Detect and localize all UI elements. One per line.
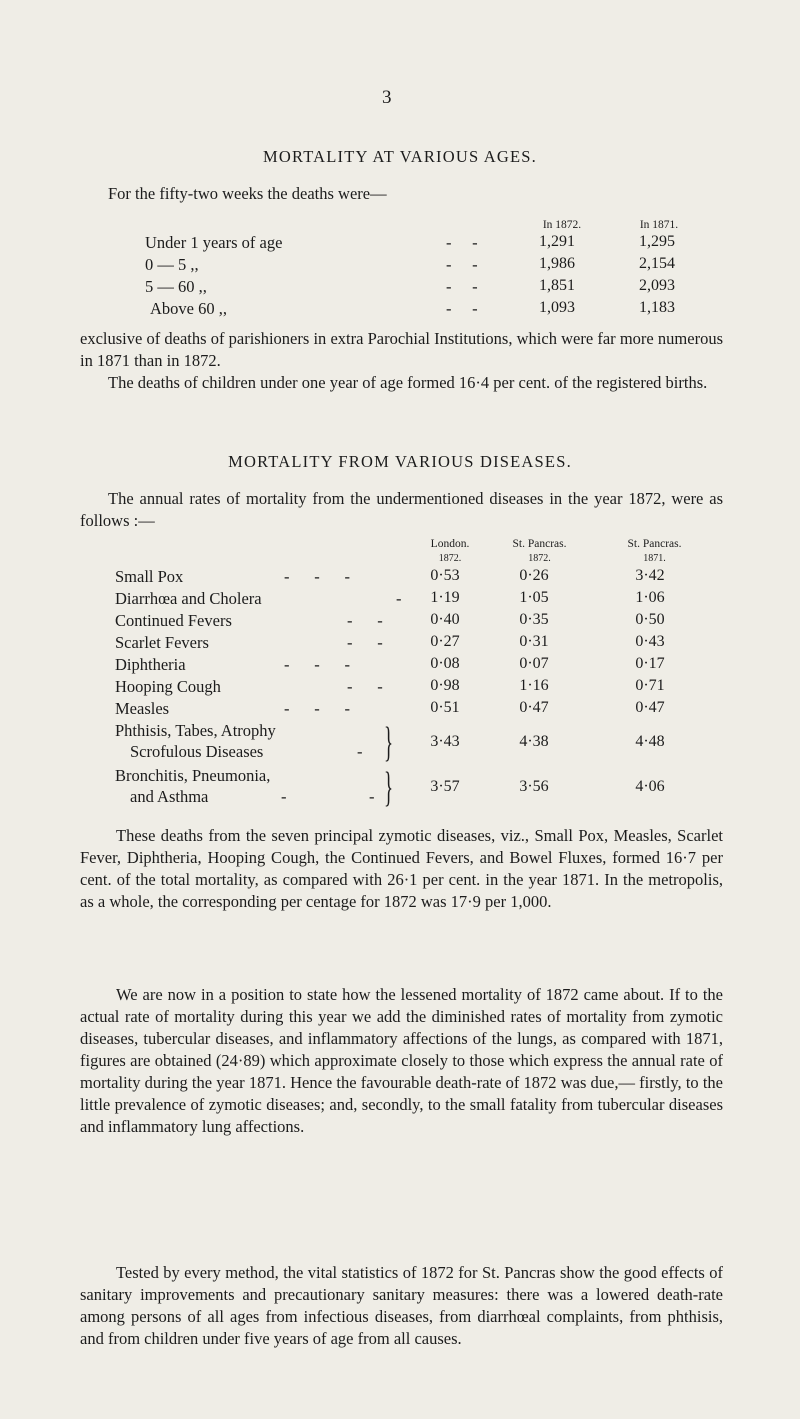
section-heading-ages: MORTALITY AT VARIOUS AGES. (263, 147, 537, 166)
leader-dashes: - - (347, 611, 383, 630)
leader-dashes: - (357, 742, 363, 761)
rate-london: 1·19 (430, 589, 460, 606)
page-number: 3 (382, 87, 392, 108)
rate-london: 3·57 (430, 778, 460, 795)
ages-note-exclusive: exclusive of deaths of parishioners in extra Parochial Institutions, which were far more numerous in 1871 than in 1872. (80, 329, 723, 370)
age-row-label: Above 60 ,, (150, 299, 227, 318)
ages-note-births: The deaths of children under one year of age formed 16·4 per cent. of the registered births. (108, 373, 708, 392)
paragraph-zymotic: These deaths from the seven principal zymotic diseases, viz., Small Pox, Measles, Scarlet Fever, Diphtheria, Hooping Cough, the Continued Fevers, and Bowel Fluxes, formed 16·7 per cent. of the total mortality, as compared with 26·1 per cent. in the year 1871. In the metropolis, as a whole, the corresponding per centage for 1872 was 17·9 per 1,000. (80, 826, 723, 911)
rate-stpancras-1872: 0·31 (519, 633, 549, 650)
age-value-1872: 1,093 (539, 299, 575, 316)
disease-label: Small Pox (115, 567, 184, 586)
rate-london: 0·27 (430, 633, 460, 650)
disease-label: Diphtheria (115, 655, 186, 674)
disease-label: Scarlet Fevers (115, 633, 209, 652)
disease-label-line1: Phthisis, Tabes, Atrophy (115, 721, 276, 740)
rate-london: 0·51 (430, 699, 460, 716)
leader-dashes: - - (347, 633, 383, 652)
col-header-london-year: 1872. (438, 553, 462, 564)
paragraph-lessened-mortality: We are now in a position to state how the lessened mortality of 1872 came about. If to the actual rate of mortality during this year we add the diminished rates of mortality from zymotic diseases, tubercular diseases, and inflammatory affections of the lungs, as compared with 1871, figures are obtained (24·89) which approximate closely to those which express the annual rate of mortality during the year 1871. Hence the favourable death-rate of 1872 was due,— firstly, to the little prevalence of zymotic diseases; and, secondly, to the small fatality from tubercular diseases and inflammatory lung affections. (80, 985, 723, 1136)
ages-note (80, 328, 723, 394)
col-header-stpancras-1871: St. Pancras. (627, 538, 682, 550)
age-value-1872: 1,851 (539, 277, 575, 294)
age-value-1872: 1,986 (539, 255, 575, 272)
age-value-1871: 2,093 (639, 277, 675, 294)
disease-label: Continued Fevers (115, 611, 232, 630)
rate-stpancras-1871: 0·50 (635, 611, 665, 628)
rate-stpancras-1871: 0·71 (635, 677, 665, 694)
age-row-label: 5 — 60 ,, (145, 277, 207, 296)
rate-stpancras-1871: 3·42 (635, 567, 665, 584)
rate-stpancras-1872: 1·16 (519, 677, 549, 694)
disease-label: Measles (115, 699, 170, 718)
section-heading-diseases: MORTALITY FROM VARIOUS DISEASES. (228, 452, 572, 471)
disease-label-line2: Scrofulous Diseases (130, 742, 264, 761)
leader-dashes: - - (446, 277, 478, 296)
age-row-label: Under 1 years of age (145, 233, 283, 252)
leader-dashes: - - (446, 233, 478, 252)
rate-stpancras-1871: 0·47 (635, 699, 665, 716)
leader-dashes: - - (347, 677, 383, 696)
col-header-1871: In 1871. (639, 219, 679, 231)
brace-icon: } (384, 765, 394, 811)
leader-dashes: - - - (284, 655, 350, 674)
disease-label-line2: and Asthma (130, 787, 209, 806)
col-header-1872: In 1872. (542, 219, 582, 231)
age-value-1872: 1,291 (539, 233, 575, 250)
rate-london: 0·08 (430, 655, 460, 672)
rate-london: 0·40 (430, 611, 460, 628)
leader-dashes: - - - (284, 567, 350, 586)
paragraph-vital-statistics: Tested by every method, the vital statistics of 1872 for St. Pancras show the good effects of sanitary improvements and precautionary sanitary measures: there was a lowered death-rate among persons of all ages from infectious diseases, from diarrhœal complaints, from phthisis, and from children under five years of age from all causes. (80, 1263, 723, 1348)
disease-label: Hooping Cough (115, 677, 221, 696)
leader-dashes: - - (281, 787, 375, 806)
rate-stpancras-1871: 0·17 (635, 655, 665, 672)
leader-dashes: - (396, 589, 402, 608)
rate-stpancras-1872: 0·07 (519, 655, 549, 672)
rate-london: 0·53 (430, 567, 460, 584)
rate-stpancras-1872: 0·47 (519, 699, 549, 716)
leader-dashes: - - - (284, 699, 350, 718)
rate-london: 0·98 (430, 677, 460, 694)
age-row-label: 0 — 5 ,, (145, 255, 199, 274)
rate-stpancras-1872: 3·56 (519, 778, 549, 795)
diseases-intro: The annual rates of mortality from the undermentioned diseases in the year 1872, were as follows :— (80, 489, 723, 530)
rate-stpancras-1872: 0·35 (519, 611, 549, 628)
rate-stpancras-1871: 4·48 (635, 733, 665, 750)
age-value-1871: 2,154 (639, 255, 675, 272)
age-value-1871: 1,295 (639, 233, 675, 250)
col-header-stpancras-1872-year: 1872. (528, 553, 551, 564)
disease-label: Diarrhœa and Cholera (115, 589, 262, 608)
col-header-stpancras-1872: St. Pancras. (512, 538, 567, 550)
rate-stpancras-1871: 0·43 (635, 633, 665, 650)
rate-london: 3·43 (430, 733, 460, 750)
age-value-1871: 1,183 (639, 299, 675, 316)
rate-stpancras-1872: 4·38 (519, 733, 549, 750)
disease-label-line1: Bronchitis, Pneumonia, (115, 766, 271, 785)
brace-icon: } (384, 720, 394, 766)
rate-stpancras-1872: 0·26 (519, 567, 549, 584)
rate-stpancras-1871: 4·06 (635, 778, 665, 795)
col-header-london: London. (430, 538, 470, 550)
leader-dashes: - - (446, 255, 478, 274)
rate-stpancras-1871: 1·06 (635, 589, 665, 606)
col-header-stpancras-1871-year: 1871. (643, 553, 666, 564)
rate-stpancras-1872: 1·05 (519, 589, 549, 606)
leader-dashes: - - (446, 299, 478, 318)
ages-intro: For the fifty-two weeks the deaths were— (108, 184, 387, 203)
